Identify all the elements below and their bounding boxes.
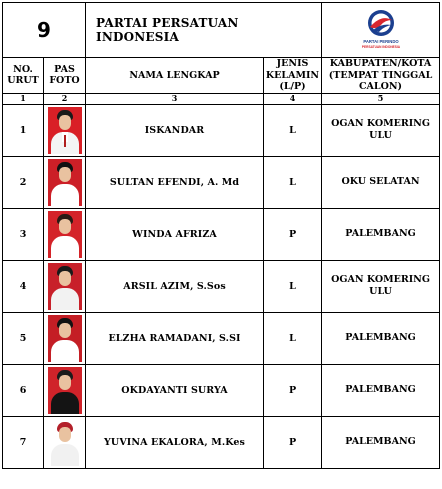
candidate-photo [48,419,82,466]
candidate-row [3,104,440,156]
header-no-urut-line1: NO. [13,63,33,75]
candidate-gender: L [264,260,322,312]
column-index-2: 2 [44,93,86,104]
candidate-name: ELZHA RAMADANI, S.SI [86,312,264,364]
candidate-number: 5 [3,312,44,364]
candidate-photo-cell [44,156,86,208]
party-header-row [3,3,440,58]
header-nama-lengkap: NAMA LENGKAP [86,58,264,94]
photo-body [51,444,79,466]
header-kabupaten-kota-line1: KABUPATEN/KOTA [329,58,432,69]
header-jenis-kelamin-line1: JENIS [276,58,309,69]
candidate-area-line: PALEMBANG [345,436,416,447]
candidate-photo [48,263,82,310]
column-index-3: 3 [86,93,264,104]
header-pas-foto-line1: PAS [54,63,75,75]
party-number: 9 [3,3,86,58]
candidate-number: 3 [3,208,44,260]
candidate-area-line: PALEMBANG [345,332,416,343]
candidate-list-table [2,2,440,469]
candidate-gender: P [264,208,322,260]
candidate-area [322,104,440,156]
candidate-row [3,364,440,416]
candidate-name: ARSIL AZIM, S.Sos [86,260,264,312]
candidate-gender: L [264,312,322,364]
candidate-row [3,416,440,468]
header-jenis-kelamin-line2: KELAMIN [265,69,320,81]
header-no-urut [3,58,44,94]
candidate-name: YUVINA EKALORA, M.Kes [86,416,264,468]
party-logo-cell [322,3,440,58]
candidate-area-line: OGAN KOMERING [331,118,430,129]
candidate-area-line: OGAN KOMERING [331,274,430,285]
candidate-number: 7 [3,416,44,468]
logo-subtext: PERSATUAN INDONESIA [361,45,400,49]
photo-face [59,115,71,130]
candidate-area [322,260,440,312]
header-no-urut-line2: URUT [7,75,39,87]
photo-body [51,184,79,206]
photo-face [59,167,71,182]
candidate-photo [48,367,82,414]
candidate-number: 2 [3,156,44,208]
candidate-row [3,156,440,208]
header-kabupaten-kota [322,58,440,94]
candidate-name: ISKANDAR [86,104,264,156]
candidate-number: 1 [3,104,44,156]
candidate-gender: P [264,364,322,416]
candidate-row [3,260,440,312]
candidate-gender: P [264,416,322,468]
column-header-row [3,58,440,94]
candidate-area [322,416,440,468]
photo-body [51,236,79,258]
header-kabupaten-kota-line2: (TEMPAT TINGGAL [328,69,433,81]
photo-face [59,219,71,234]
candidate-area [322,156,440,208]
party-name: PARTAI PERSATUAN INDONESIA [86,3,322,58]
candidate-area [322,208,440,260]
candidate-photo-cell [44,416,86,468]
candidate-area-line: PALEMBANG [345,384,416,395]
candidate-photo [48,211,82,258]
candidate-name: SULTAN EFENDI, A. Md [86,156,264,208]
column-index-1: 1 [3,93,44,104]
header-pas-foto-line2: FOTO [49,75,80,87]
header-kabupaten-kota-line3: CALON) [358,81,403,92]
photo-body [51,392,79,414]
candidate-name: WINDA AFRIZA [86,208,264,260]
candidate-photo [48,107,82,154]
candidate-gender: L [264,156,322,208]
photo-face [59,375,71,390]
candidate-number: 4 [3,260,44,312]
candidate-photo-cell [44,104,86,156]
photo-face [59,323,71,338]
column-index-5: 5 [322,93,440,104]
column-index-row [3,93,440,104]
candidate-name: OKDAYANTI SURYA [86,364,264,416]
candidate-photo [48,315,82,362]
candidate-area-line: OKU SELATAN [341,176,420,187]
photo-body [51,288,79,310]
candidate-row [3,208,440,260]
header-jenis-kelamin [264,58,322,94]
candidate-photo-cell [44,312,86,364]
photo-tie [64,135,66,147]
candidate-gender: L [264,104,322,156]
photo-face [59,427,71,442]
candidate-area-line: ULU [369,286,392,297]
candidate-rows [3,104,440,468]
candidate-area [322,312,440,364]
candidate-number: 6 [3,364,44,416]
candidate-photo-cell [44,208,86,260]
header-jenis-kelamin-line3: (L/P) [279,81,306,92]
logo-text: PARTAI PERINDO [362,39,399,44]
photo-face [59,271,71,286]
perindo-logo-icon [361,8,401,52]
candidate-area [322,364,440,416]
column-index-4: 4 [264,93,322,104]
candidate-photo-cell [44,364,86,416]
photo-body [51,340,79,362]
candidate-area-line: PALEMBANG [345,228,416,239]
candidate-photo-cell [44,260,86,312]
candidate-area-line: ULU [369,130,392,141]
candidate-photo [48,159,82,206]
candidate-row [3,312,440,364]
header-pas-foto [44,58,86,94]
